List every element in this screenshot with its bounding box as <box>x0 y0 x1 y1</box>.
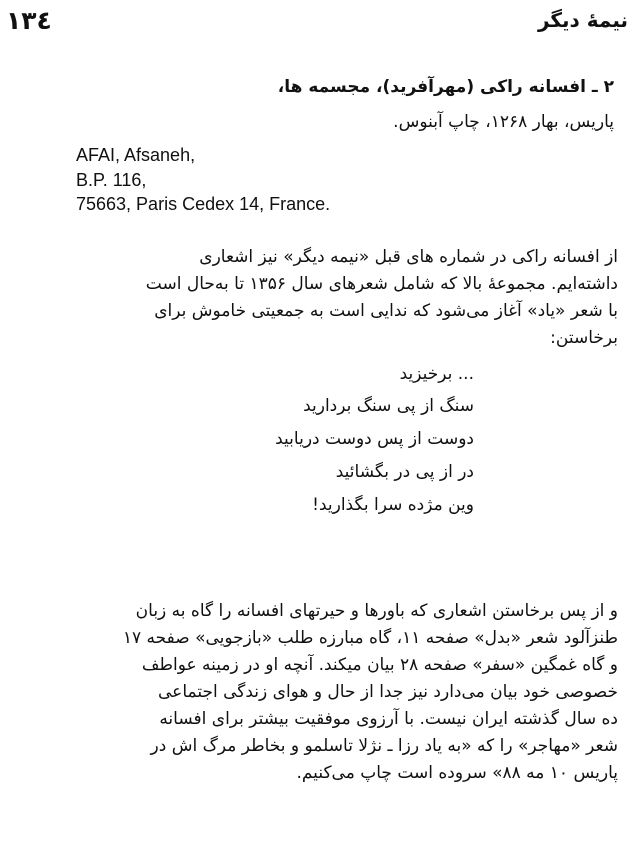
commentary-paragraph-line: ده سال گذشته ایران نیست. با آرزوی موفقیت بیشتر برای افسانه <box>159 709 618 729</box>
intro-paragraph-line: داشته‌ایم. مجموعهٔ بالا که شامل شعرهای سال ۱۳۵۶ تا به‌حال است <box>145 274 618 294</box>
address-line-box: B.P. 116, <box>76 170 147 190</box>
commentary-paragraph-line: خصوصی خود بیان می‌دارد نیز جدا از حال و هوای زندگی اجتماعی <box>158 682 618 702</box>
commentary-paragraph <box>18 598 618 787</box>
commentary-paragraph-line: و گاه غمگین «سفر» صفحه ۲۸ بیان میکند. آنچه او در زمینه عواطف <box>141 655 618 675</box>
poem-line: سنگ از پی سنگ بردارید <box>303 396 474 416</box>
intro-paragraph-line: با شعر «یاد» آغاز می‌شود که ندایی است به جمعیتی خاموش برای <box>154 301 618 321</box>
poem-line: ... برخیزید <box>399 364 474 384</box>
book-entry-title: ۲ ـ افسانه راکی (مهرآفرید)، مجسمه ها، <box>277 77 614 97</box>
journal-title: نیمهٔ دیگر <box>537 8 628 32</box>
commentary-paragraph-line: طنزآلود شعر «بدل» صفحه ۱۱، گاه مبارزه طلب «بازجویی» صفحه ۱۷ <box>122 628 618 648</box>
address-line-city: 75663, Paris Cedex 14, France. <box>76 194 331 214</box>
commentary-paragraph-line: پاریس ۱۰ مه ۸۸» سروده است چاپ می‌کنیم. <box>296 763 618 783</box>
commentary-paragraph-line: شعر «مهاجر» را که «به یاد رزا ـ نژلا تاسلمو و بخاطر مرگ اش در <box>150 736 618 756</box>
poem-line: در از پی در بگشائید <box>335 462 474 482</box>
intro-paragraph-line: از افسانه راکی در شماره های قبل «نیمه دیگر» نیز اشعاری <box>199 247 618 267</box>
commentary-paragraph-line: و از پس برخاستن اشعاری که باورها و حیرتهای افسانه را گاه به زبان <box>135 601 618 621</box>
address-line-name: AFAI, Afsaneh, <box>76 145 196 165</box>
page-number: ۱۳٤ <box>6 6 52 35</box>
running-head <box>6 4 628 38</box>
intro-paragraph-line: برخاستن: <box>550 328 618 348</box>
poem-line: وین مژده سرا بگذارید! <box>312 495 474 515</box>
intro-paragraph <box>18 244 618 352</box>
poem-line: دوست از پس دوست دریابید <box>275 429 474 449</box>
book-entry-publication: پاریس، بهار ۱۲۶۸، چاپ آبنوس. <box>393 112 614 132</box>
